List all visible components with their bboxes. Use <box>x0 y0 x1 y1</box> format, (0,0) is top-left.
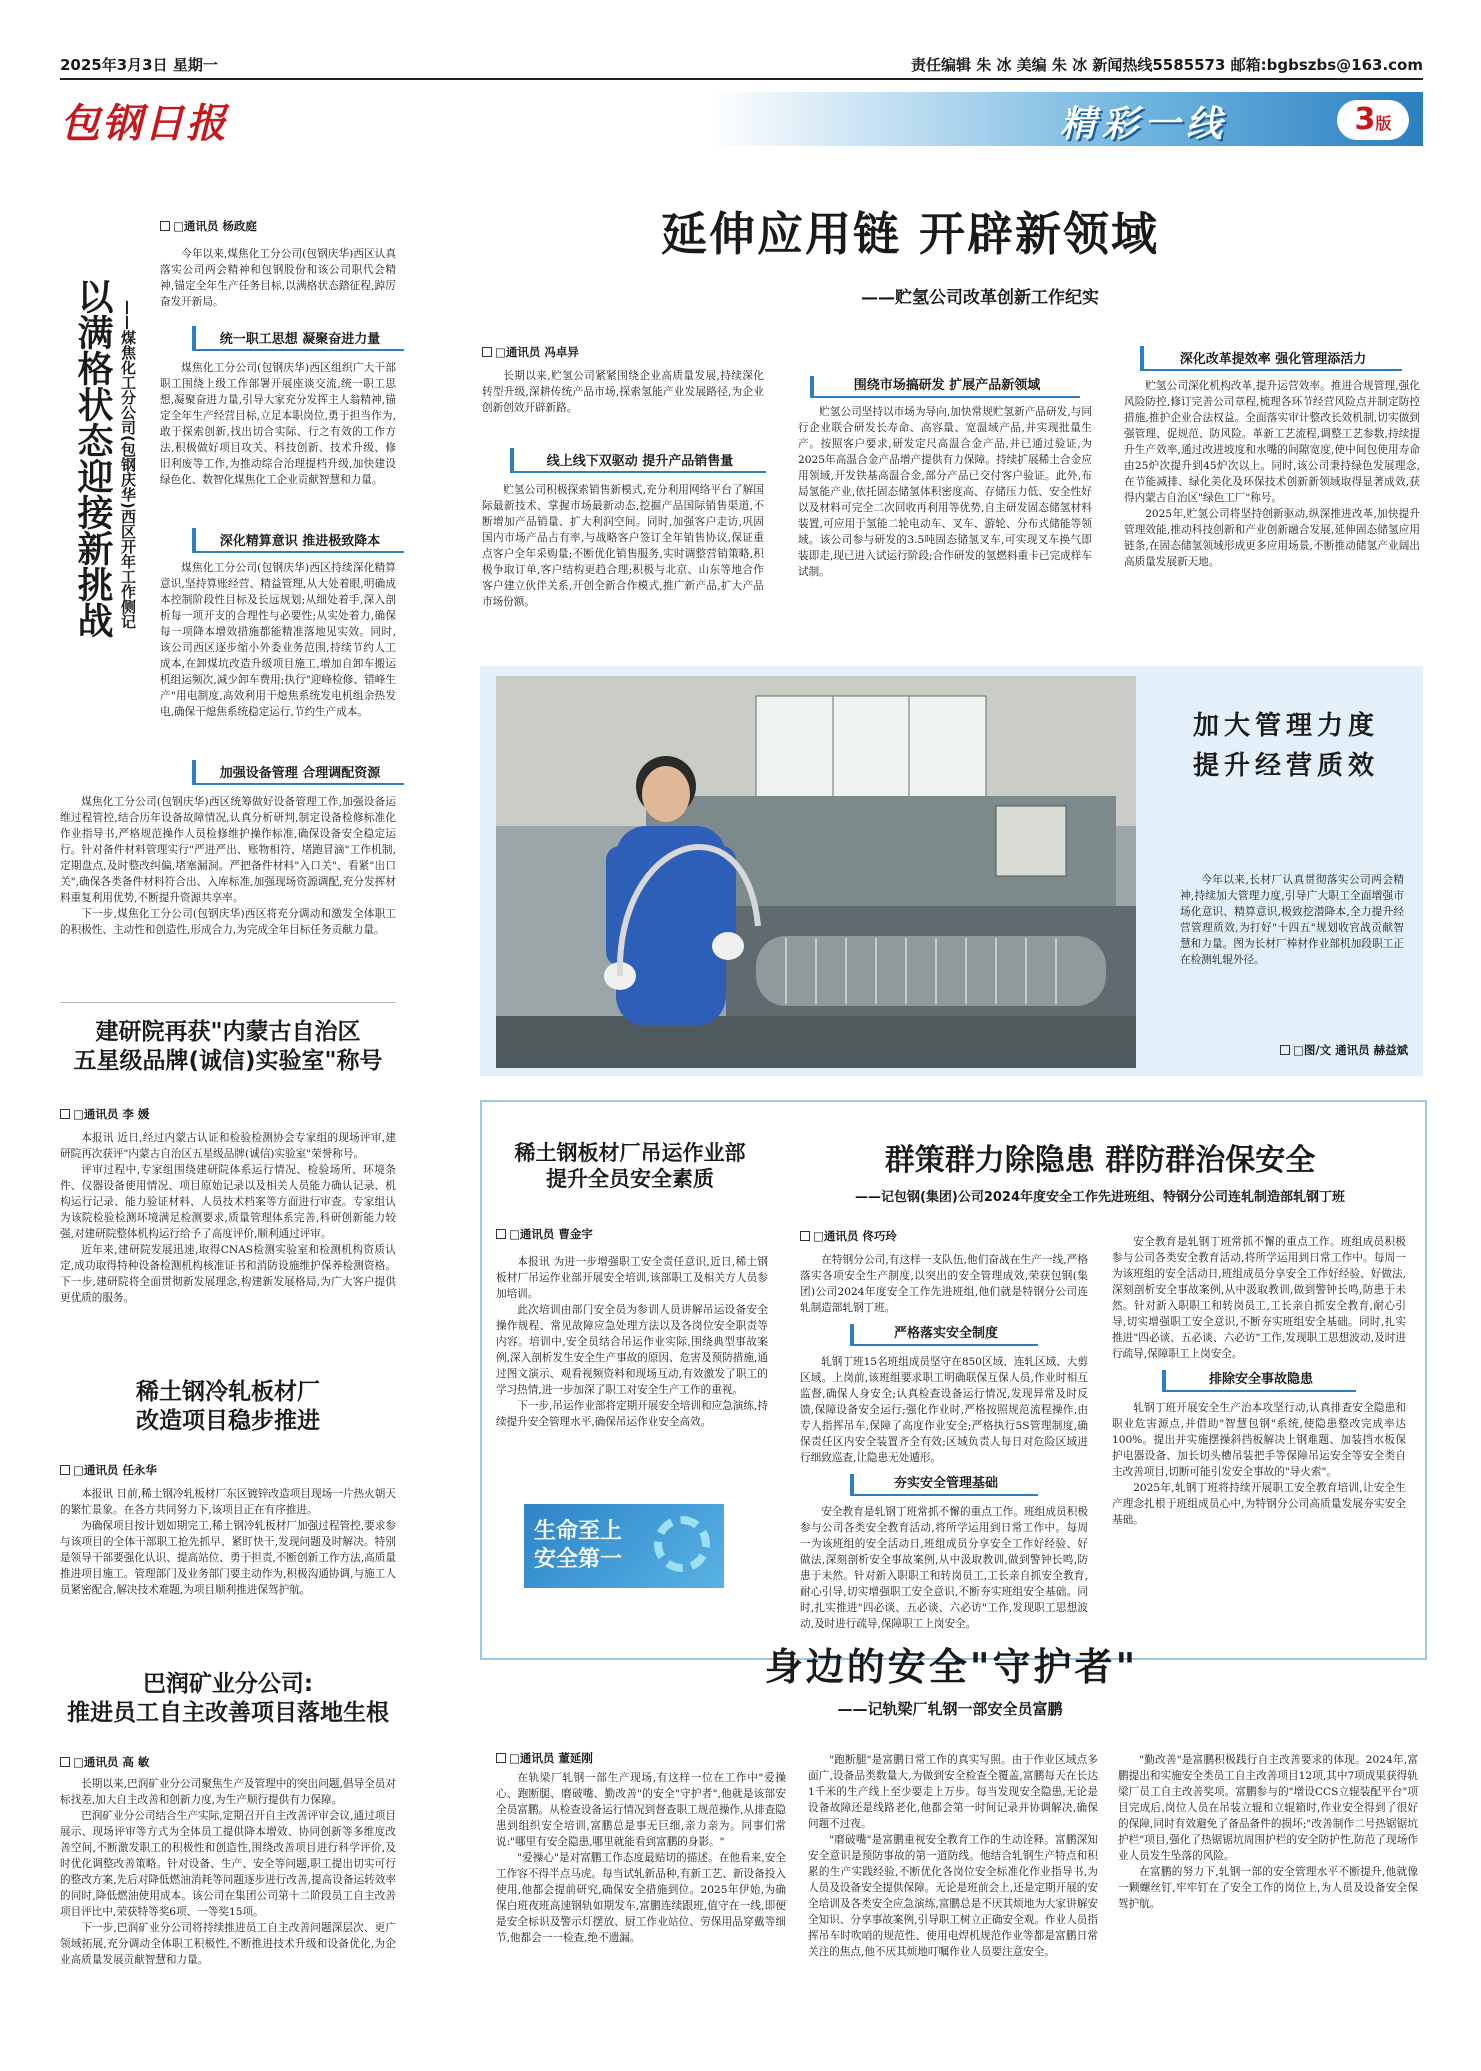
a9-title: 身边的安全"守护者" <box>764 1645 1139 1689</box>
a1-p1: 煤焦化工分公司(包钢庆华)西区组织广大干部职工围绕上级工作部署开展座谈交流,统一职工思想,凝聚奋进力量,引导大家充分发挥主人翁精神,锚定全年生产经营目标,立足本职岗位,勇于担当作为,敢于探索创新,找出切合实际、行之有效的工作方法,积极做好项目攻关、科技创新、技术升级、修旧利废等工作,为推动综合治理提档升级,加快建设绿色化、数智化煤焦化工企业贡献智慧和力量。 <box>160 362 396 486</box>
issue-date: 2025年3月3日 星期一 <box>60 56 218 74</box>
a5-sub3: 深化改革提效率 强化管理添活力 <box>1140 346 1402 371</box>
page-number: 3版 <box>1337 100 1409 140</box>
a8-subtitle: ——记包钢(集团)公司2024年度安全工作先进班组、特钢分公司连轧制造部轧钢丁班 <box>854 1190 1346 1205</box>
a5-col2: 围绕市场搞研发 扩展产品新领域 贮氢公司坚持以市场为导向,加快常规贮氢新产品研发,与同行企业联合研发长寿命、高容量、宽温域产品,并实现批量生产。按照客户要求,研发定尺高温合金产品,并已通过验证,为2025年高温合金产品增产提供有力保障。持续扩展稀土合金应用领域,开发铁基高温合金,部分产品已交付客户验证。此外,布局氢能产业,依托固态储氢体积密度高、存储压力低、安全性好以及材料可完全二次回收再利用等优势,自主研发固态储氢材料装置,可应用于氢能二轮电动车、叉车、游轮、分布式储能等领域。该公司参与研发的3.5吨固态储氢叉车,可实现叉车换气即装即走,现已进入试运行阶段;合作研发的氢燃料重卡已完成样车试制。 <box>798 378 1092 578</box>
editor-info: 责任编辑 朱 冰 美编 朱 冰 新闻热线5585573 邮箱:bgbszbs@163.com <box>911 56 1423 74</box>
a8-sub2: 夯实安全管理基础 <box>850 1474 1038 1496</box>
a8-byline: □通讯员 佟巧玲 <box>800 1228 897 1244</box>
a1-p3: 煤焦化工分公司(包钢庆华)西区统筹做好设备管理工作,加强设备运维过程管控,结合历年设备故障情况,认真分析研判,制定设备检修标准化作业指导书,严格规范操作人员检修维护操作标准,确保设备安全稳定运行。针对备件材料管理实行"严进严出、账物相符、堵跑冒滴"工作机制,定期盘点,及时整改纠偏,堵塞漏洞。严把备件材料"入口关"、看紧"出口关",确保各类备件材料符合出、入库标准,加强现场资源调配,充分发挥材料重复利用优势,不断提升资源共享率。 下一步,煤焦化工分公司(包钢庆华)西区将充分调动和激发全体职工的积极性、主动性和创造性,形成合力,为完成全年目标任务贡献力量。 <box>60 796 396 936</box>
a6-caption: 今年以来,长材厂认真贯彻落实公司两会精神,持续加大管理力度,引导广大职工全面增强市场化意识、精算意识,极致挖潜降本,全力提升经营管理质效,为打好"十四五"规划收官战贡献智慧和力量。图为长材厂棒材作业部机加段职工正在检测轧辊外径。 <box>1180 874 1404 966</box>
section-name: 精彩一线 <box>1060 104 1229 145</box>
a9-col3: "勤改善"是富鹏积极践行自主改善要求的体现。2024年,富鹏提出和实施安全类员工自主改善项目12项,其中7项成果获得轨梁厂员工自主改善奖项。富鹏参与的"增设CCS立辊装配平台"项目完成后,岗位人员在吊装立辊和立辊箱时,作业安全得到了很好的保障,同时有效避免了备品备件的损坏;"改善制作二号热锯锯坑护栏"项目,强化了热锯锯坑周围护栏的安全防护性,防范了现场作业人员发生坠落的风险。 在富鹏的努力下,轧钢一部的安全管理水平不断提升,他就像一颗螺丝钉,牢牢钉在了安全工作的岗位上,为人员及设备安全保驾护航。 <box>1118 1754 1418 1910</box>
a1-subtitle: ——煤焦化工分公司(包钢庆华)西区开年工作侧记 <box>119 300 137 629</box>
divider <box>60 1002 396 1003</box>
a5-col3: 贮氢公司深化机构改革,提升运营效率。推进合规管理,强化风险防控,修订完善公司章程,梳理各环节经营风险点并制定防控措施,推护企业合法权益。全面落实审计整改长效机制,切实做到强管理、促规范、防风险。革新工艺流程,调整工艺参数,持续提升生产效率,通过改进坡度和水嘴的间隙宽度,使中间包使用寿命由25炉次提升到45炉次以上。同时,该公司秉持绿色发展理念,在节能减排、绿化美化及环保技术创新新领域取得显著成效,获得内蒙古自治区"绿色工厂"称号。 2025年,贮氢公司将坚持创新驱动,纵深推进改革,加快提升管理效能,推动科技创新和产业创新融合发展,延伸固态储氢应用链条,在固态储氢领域形成更多应用场景,不断推动储氢产业阔出高质量发展新天地。 <box>1124 380 1420 568</box>
a3-body: 本报讯 日前,稀土钢冷轧板材厂东区镀锌改造项目现场一片热火朝天的繁忙景象。在各方共同努力下,该项目正在有序推进。 为确保项目按计划如期完工,稀土钢冷轧板材厂加强过程管控,要求参与该项目的全体干部职工抢先抓早、紧盯快干,发现问题及时解决。特别是领导干部要强化认识、提高站位、勇于担责,不断创新工作方法,高质量推进项目施工。管理部门及业务部门要主动作为,积极沟通协调,与施工人员紧密配合,解决技术难题,为项目顺利推进保驾护航。 <box>60 1488 396 1596</box>
a2-byline: □通讯员 李 媛 <box>60 1106 149 1122</box>
a3-title: 稀土钢冷轧板材厂 改造项目稳步推进 <box>136 1379 320 1434</box>
a6-title: 加大管理力度 提升经营质效 <box>1192 711 1379 781</box>
masthead <box>60 88 1423 152</box>
a8-sub3: 排除安全事故隐患 <box>1162 1370 1356 1392</box>
a1-byline: □通讯员 杨政庭 <box>160 218 257 234</box>
a7-title: 稀土钢板材厂吊运作业部 提升全员安全素质 <box>514 1141 746 1192</box>
a5-byline: □通讯员 冯卓异 <box>482 344 579 360</box>
a9-subtitle: ——记轨梁厂轧钢一部安全员富鹏 <box>837 1700 1063 1718</box>
a8-col2: 安全教育是轧钢丁班常抓不懈的重点工作。班组成员积极参与公司各类安全教育活动,将所学运用到日常工作中。每周一为该班组的安全活动日,班组成员分享安全工作好经验、好做法,深刻剖析安全事故案例,从中汲取教训,做到警钟长鸣,防患于未然。针对新入职职工和转岗员工,工长亲自抓安全教育,耐心引导,切实增强职工安全意识,不断夯实班组安全基础。同时,扎实推进"四必谈、五必谈、六必访"工作,发现职工思想波动,及时进行疏导,保障职工上岗安全。 排除安全事故隐患 轧钢丁班开展安全生产治本攻坚行动,认真排查安全隐患和职业危害源点,并借助"智慧包钢"系统,使隐患整改完成率达100%。提出并实施摆操斜挡板解决上钢难题、加装挡水板保护电器设备、加长切头槽吊装把手等保障吊运安全等安全类自主改善项目,切断可能引发安全事故的"导火索"。 2025年,轧钢丁班将持续开展职工安全教育培训,让安全生产理念扎根于班组成员心中,为特钢分公司高质量发展夯实安全基础。 <box>1112 1236 1406 1526</box>
a5-subtitle: ——贮氢公司改革创新工作纪实 <box>861 288 1099 308</box>
top-rule <box>60 78 1423 80</box>
a9-col2: "跑断腿"是富鹏日常工作的真实写照。由于作业区域点多面广,设备品类数量大,为做到安全检查全覆盖,富鹏每天在长达1千米的生产线上至少要走上万步。每当发现安全隐患,无论是设备故障还是线路老化,他都会第一时间记录并协调解决,确保问题不过夜。 "磨破嘴"是富鹏重视安全教育工作的生动诠释。富鹏深知安全意识是预防事故的第一道防线。他结合轧钢生产特点和积累的生产实践经验,不断优化各岗位安全标准化作业指导书,为人员及设备安全提供保障。无论是班前会上,还是定期开展的安全培训及各类安全应急演练,富鹏总是不厌其烦地为大家讲解安全知识、分享事故案例,引导职工树立正确安全观。作业人员指挥吊车时吹哨的规范性、使用电焊机规范作业等都是富鹏日常关注的焦点,他不厌其烦地叮嘱作业人员要注意安全。 <box>808 1754 1098 1958</box>
a9-col1: 在轨梁厂轧钢一部生产现场,有这样一位在工作中"爱操心、跑断腿、磨破嘴、勤改善"的安全"守护者",他就是该部安全员富鹏。从检查设备运行情况到督查职工规范操作,从排查隐患到组织安全培训,富鹏总是事无巨细,亲力亲为。同事们常说:"哪里有安全隐患,哪里就能看到富鹏的身影。" "爱操心"是对富鹏工作态度最贴切的描述。在他看来,安全工作容不得半点马虎。每当试轧新品种,有新工艺、新设备投入使用,他都会提前研究,确保安全措施到位。2025年伊始,为确保白班夜班高速钢轨如期发车,富鹏连续跟班,值守在一线,即便是安全标识及警示灯摆放、厨工作业站位、劳保用品穿戴等细节,他都会一一检查,绝不遗漏。 <box>496 1772 786 1944</box>
newspaper-logo: 包钢日报 <box>60 100 228 147</box>
a9-byline: □通讯员 董延刚 <box>496 1750 593 1766</box>
a8-col1: 在特钢分公司,有这样一支队伍,他们奋战在生产一线,严格落实各项安全生产制度,以突出的安全管理成效,荣获包钢(集团)公司2024年度安全工作先进班组,他们就是特钢分公司连轧制造部轧钢丁班。 严格落实安全制度 轧钢丁班15名班组成员坚守在850区域、连轧区域、大剪区域。上岗前,该班组要求职工明确联保互保人员,作业时相互监督,确保人身安全;认真检查设备运行情况,发现异常及时反馈,保障设备安全运行;强化作业时,严格按照规范流程操作,由专人指挥吊车,保障了高度作业安全;严格执行5S管理制度,确保责任区内安全装置齐全有效;区域负责人每日对危险区域进行细致巡查,让隐患无处遁形。 夯实安全管理基础 安全教育是轧钢丁班常抓不懈的重点工作。班组成员积极参与公司各类安全教育活动,将所学运用到日常工作中。每周一为该班组的安全活动日,班组成员分享安全工作好经验、好做法,深刻剖析安全事故案例,从中汲取教训,做到警钟长鸣,防患于未然。针对新入职职工和转岗员工,工长亲自抓安全教育,耐心引导,切实增强职工安全意识,不断夯实班组安全基础。同时,扎实推进"四必谈、五必谈、六必访"工作,发现职工思想波动,及时进行疏导,保障职工上岗安全。 <box>800 1254 1088 1630</box>
a5-title: 延伸应用链 开辟新领域 <box>660 207 1159 261</box>
a3-byline: □通讯员 任永华 <box>60 1462 157 1478</box>
section-banner <box>710 92 1423 146</box>
a5-sub1: 线上线下双驱动 提升产品销售量 <box>510 448 766 473</box>
a1-sub3: 加强设备管理 合理调配资源 <box>192 760 404 785</box>
a8-sub1: 严格落实安全制度 <box>850 1324 1038 1346</box>
top-line <box>60 54 1423 74</box>
a4-title: 巴润矿业分公司: 推进员工自主改善项目落地生根 <box>67 1671 389 1726</box>
photo-panel <box>480 666 1423 1076</box>
safety-poster <box>524 1504 724 1588</box>
a7-byline: □通讯员 曹金宇 <box>496 1226 593 1242</box>
a2-title: 建研院再获"内蒙古自治区 五星级品牌(诚信)实验室"称号 <box>73 1019 383 1074</box>
a8-title: 群策群力除隐患 群防群治保安全 <box>884 1143 1316 1178</box>
factory-photo-illustration <box>496 676 1136 1068</box>
gear-icon <box>654 1516 710 1572</box>
a2-body: 本报讯 近日,经过内蒙古认证和检验检测协会专家组的现场评审,建研院再次获评"内蒙古自治区五星级品牌(诚信)实验室"荣誉称号。 评审过程中,专家组围绕建研院体系运行情况、检验场所、环境条件、仪器设备使用情况、项目原始记录以及相关人员能力确认记录、机构运行记录、能力验证材料、人员技术档案等方面进行审查。专家组认为该院检验检测环境满足检测要求,质量管理体系完善,科研创新能力较强,对建研院整体机构运行给予了高度评价,顺利通过评审。 近年来,建研院发展迅速,取得CNAS检测实验室和检测机构资质认定,成功取得特种设备检测机构核准证书和消防设施维护保养检测资格。下一步,建研院将全面贯彻新发展理念,构建新发展格局,为广大客户提供更优质的服务。 <box>60 1132 396 1304</box>
a6-credit: □图/文 通讯员 赫益斌 <box>1280 1042 1408 1058</box>
a1-sub1: 统一职工思想 凝聚奋进力量 <box>192 326 404 351</box>
a4-body: 长期以来,巴润矿业分公司聚焦生产及管理中的突出问题,倡导全员对标找差,加大自主改善和创新力度,为生产顺行提供有力保障。 巴润矿业分公司结合生产实际,定期召开自主改善评审会议,通过项目展示、现场评审等方式为全体员工提供降本增效、协同创新等多维度改善空间,不断激发职工的积极性和创造性,围绕改善项目进行科学评价,及时优化调整改善策略。针对设备、生产、安全等问题,职工提出切实可行的整改方案,先后对降低燃油消耗等问题逐步进行改善,提高设备运转效率的同时,降低燃油使用成本。该公司在集团公司第十二阶段员工自主改善项目评比中,荣获特等奖6项、一等奖15项。 下一步,巴润矿业分公司将持续推进员工自主改善问题深层次、更广领域拓展,充分调动全体职工积极性,不断推进技术升级和设备优化,为企业高质量发展贡献智慧和力量。 <box>60 1778 396 1966</box>
a5-col1: 长期以来,贮氢公司紧紧围绕企业高质量发展,持续深化转型升级,深耕传统产品市场,探索氢能产业发展路径,为企业创新创效开辟新路。 <box>482 370 764 414</box>
a5-p1: 贮氢公司积极探索销售新模式,充分利用网络平台了解国际最新技术、掌握市场最新动态,挖掘产品国际销售渠道,不断增加产品销量、扩大利润空间。同时,加强客户走访,巩固国内市场产品占有率,与战略客户签订全年销售协议,保证重点客户全年采购量;不断优化销售服务,实时调整营销策略,积极争取订单,客户结构更趋合理;积极与北京、山东等地合作客户建立伙伴关系,开创全新合作模式,推广新产品,扩大产品市场份额。 <box>482 484 764 608</box>
a4-byline: □通讯员 高 敏 <box>60 1754 149 1770</box>
a1-sub2: 深化精算意识 推进极致降本 <box>192 528 404 553</box>
a1-title: 以满格状态迎接新挑战 <box>72 278 113 638</box>
a7-body: 本报讯 为进一步增强职工安全责任意识,近日,稀土钢板材厂吊运作业部开展安全培训,该部职工及相关方人员参加培训。 此次培训由部门安全员为参训人员讲解吊运设备安全操作规程、常见故障应急处理方法以及各岗位安全职责等内容。培训中,安全员结合吊运作业实际,围绕典型事故案例,深入剖析发生安全生产事故的原因、危害及预防措施,通过图文演示、观看视频资料和现场互动,有效激发了职工的学习热情,进一步加深了职工对安全生产工作的重视。 下一步,吊运作业部将定期开展安全培训和应急演练,持续提升安全管理水平,确保吊运作业安全高效。 <box>496 1256 768 1428</box>
a5-sub2: 围绕市场搞研发 扩展产品新领域 <box>810 376 1080 398</box>
a1-p2: 煤焦化工分公司(包钢庆华)西区持续深化精算意识,坚持算账经营、精益管理,从大处着眼,明确成本控制阶段性目标及长远规划;从细处着手,深入剖析每一项开支的合理性与必要性;从实处着力,确保每一项降本增效措施都能精准落地见实效。同时,该公司西区逐步缩小外委业务范围,持续节约人工成本,在卸煤坑改造升级项目施工,增加自卸车搬运机组运频次,减少卸车费用;执行"迎峰检修、错峰生产"用电制度,高效利用干熄焦系统发电机组余热发电,确保干熄焦系统稳定运行,节约生产成本。 <box>160 562 396 718</box>
poster-text: 生命至上 安全第一 <box>534 1519 623 1572</box>
roll-inspection-photo <box>496 676 1136 1068</box>
a1-body-top: 今年以来,煤焦化工分公司(包钢庆华)西区认真落实公司两会精神和包钢股份和该公司职代会精神,锚定全年生产任务目标,以满格状态踏征程,踔厉奋发开新局。 <box>160 248 396 308</box>
